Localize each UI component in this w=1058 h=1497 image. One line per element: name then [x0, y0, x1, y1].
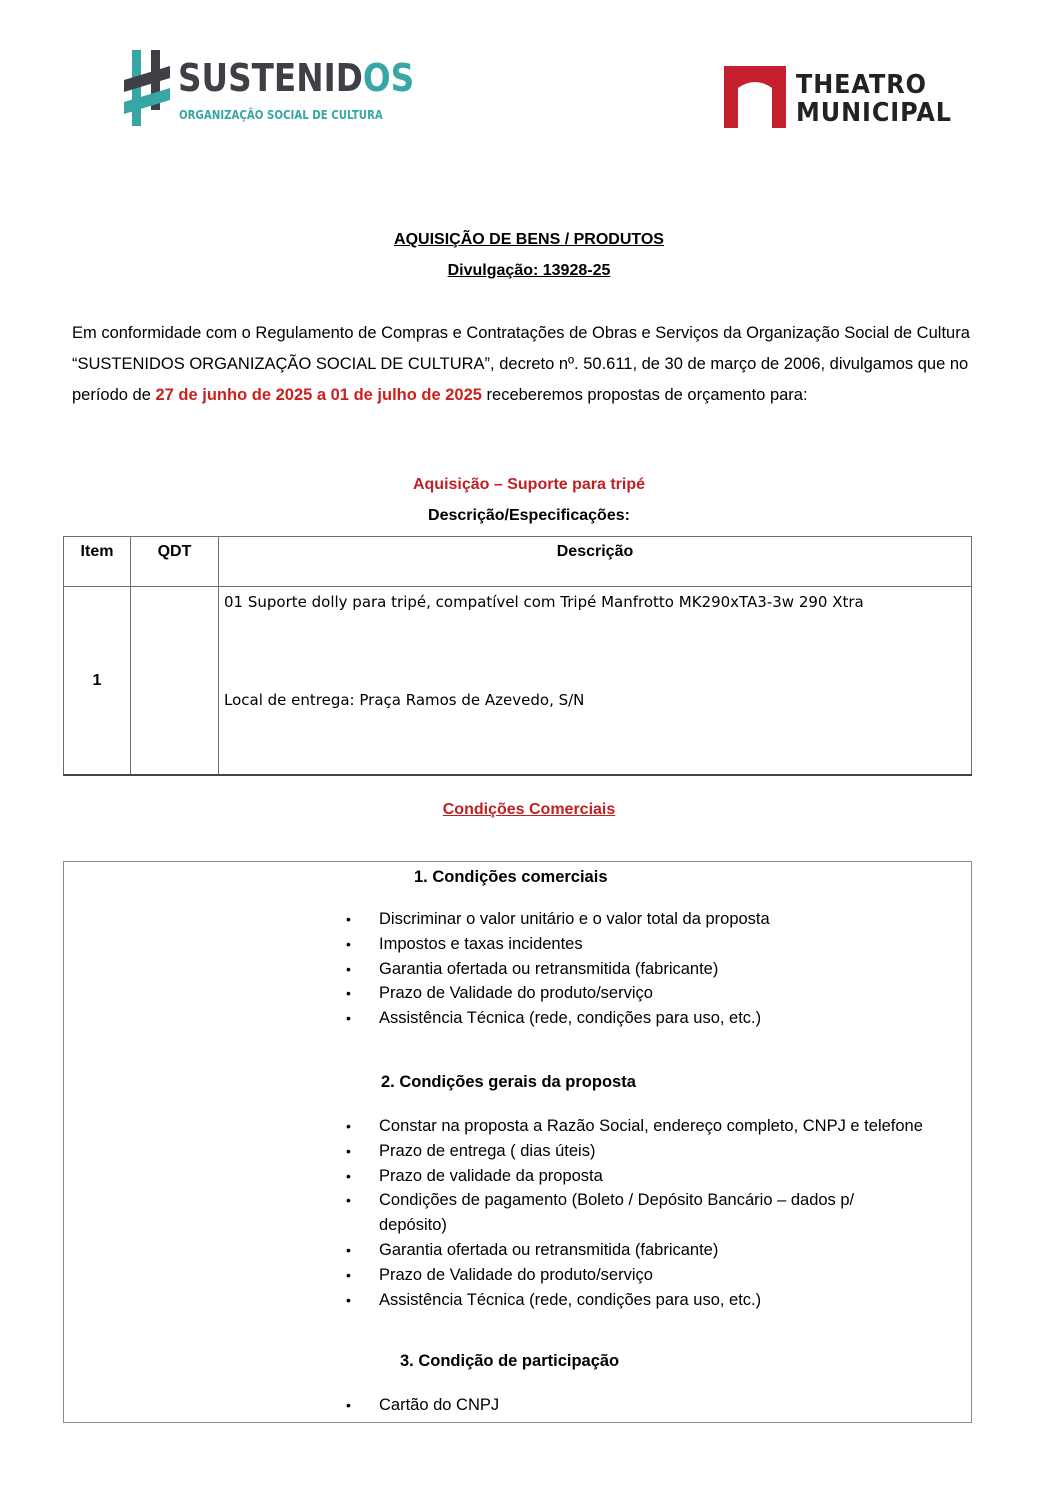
- delivery-location: Local de entrega: Praça Ramos de Azevedo, S/N: [224, 691, 585, 709]
- table-row: [64, 587, 972, 776]
- item-description: [219, 587, 972, 776]
- sustenidos-wordmark: SUSTENIDOS: [178, 56, 415, 100]
- commercial-conditions-list: [346, 907, 966, 1031]
- hash-icon: [124, 50, 174, 126]
- item-table: [63, 536, 972, 769]
- list-item: • Discriminar o valor unitário e o valor total da proposta: [346, 907, 966, 932]
- col-header-descricao: Descrição: [219, 537, 972, 587]
- participation-conditions-list: [346, 1393, 966, 1418]
- list-item: • Constar na proposta a Razão Social, endereço completo, CNPJ e telefone: [346, 1114, 966, 1139]
- sustenidos-logo: [124, 48, 415, 128]
- intro-paragraph: [72, 318, 982, 411]
- intro-text-end: receberemos propostas de orçamento para:: [481, 386, 808, 404]
- theatro-municipal-logo: [724, 64, 964, 130]
- general-conditions-list: [346, 1114, 966, 1312]
- list-item: • Impostos e taxas incidentes: [346, 932, 966, 957]
- list-item: • Prazo de Validade do produto/serviço: [346, 1263, 966, 1288]
- theatro-line2: MUNICIPAL: [796, 98, 952, 128]
- list-item: • Prazo de entrega ( dias úteis): [346, 1139, 966, 1164]
- table-header-row: [64, 537, 972, 587]
- theatro-arch-icon: [724, 66, 786, 128]
- theatro-line1: THEATRO: [796, 70, 927, 100]
- list-item: • Condições de pagamento (Boleto / Depósito Bancário – dados p/ depósito): [346, 1188, 899, 1238]
- list-item: • Assistência Técnica (rede, condições para uso, etc.): [346, 1288, 966, 1313]
- acquisition-title: Aquisição – Suporte para tripé: [412, 476, 646, 493]
- intro-text-start: Em conformidade com o Regulamento de Compras e Contratações de Obras e Serviços da Organização Social de Cultura “SUSTENIDOS ORGANIZAÇÃO SOCIAL DE CULTURA”, decreto nº. 50.611, de 30 de março de 2006, divulgamos que no período de: [72, 324, 970, 404]
- item-qdt: [131, 587, 219, 776]
- list-item: • Garantia ofertada ou retransmitida (fabricante): [346, 957, 966, 982]
- sustenidos-subtitle: ORGANIZAÇÃO SOCIAL DE CULTURA: [179, 108, 383, 122]
- list-item: • Assistência Técnica (rede, condições para uso, etc.): [346, 1006, 966, 1031]
- conditions-heading: Condições Comerciais: [442, 801, 616, 818]
- description-line: 01 Suporte dolly para tripé, compatível com Tripé Manfrotto MK290xTA3-3w 290 Xtra: [224, 593, 864, 611]
- list-item: • Garantia ofertada ou retransmitida (fabricante): [346, 1238, 966, 1263]
- divulgacao-number: Divulgação: 13928-25: [447, 262, 611, 279]
- col-header-item: Item: [64, 537, 131, 587]
- section-title-commercial: 1. Condições comerciais: [414, 868, 608, 886]
- specs-label: Descrição/Especificações:: [428, 507, 630, 524]
- proposal-period: 27 de junho de 2025 a 01 de julho de 2025: [155, 386, 482, 404]
- list-item: • Cartão do CNPJ: [346, 1393, 966, 1418]
- conditions-box: [63, 861, 972, 1423]
- col-header-qdt: QDT: [131, 537, 219, 587]
- list-item: • Prazo de Validade do produto/serviço: [346, 981, 966, 1006]
- section-title-participation: 3. Condição de participação: [400, 1352, 620, 1370]
- section-title-general: 2. Condições gerais da proposta: [381, 1073, 636, 1091]
- document-title: AQUISIÇÃO DE BENS / PRODUTOS: [394, 231, 664, 248]
- list-item: • Prazo de validade da proposta: [346, 1164, 966, 1189]
- item-number: 1: [64, 587, 131, 776]
